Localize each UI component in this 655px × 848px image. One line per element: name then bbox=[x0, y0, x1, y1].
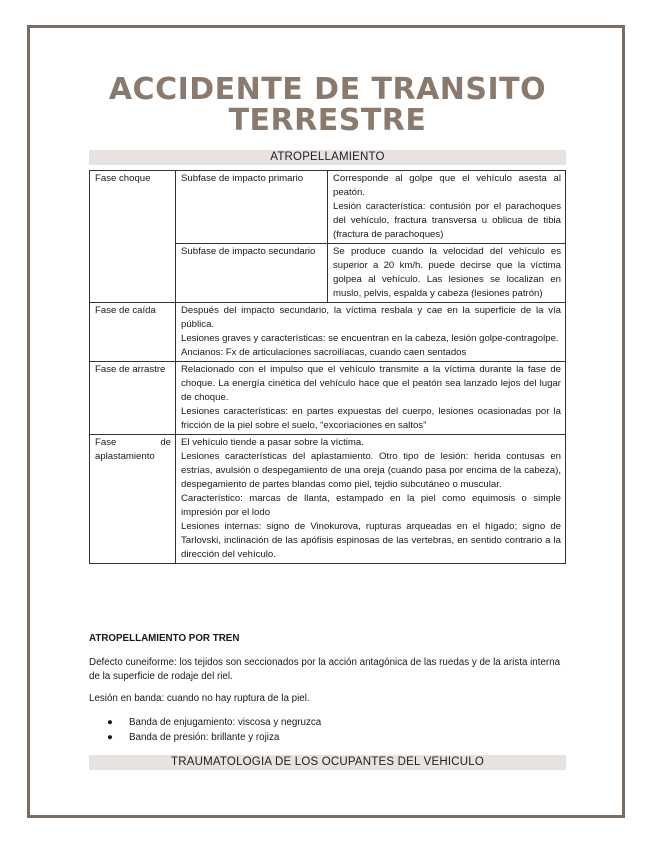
aplastamiento-p2: Lesiones características del aplastamiento. Otro tipo de lesión: herida contusas en estrías, avulsión o despegamiento de una oreja (cuando pasa por encima de la cabeza), despegamiento de partes blandas como piel, tejdio subcutáneo o muscular. bbox=[181, 451, 561, 490]
phase-label-arrastre: Fase de arrastre bbox=[90, 362, 176, 435]
section-band-atropellamiento: ATROPELLAMIENTO bbox=[89, 150, 566, 165]
bullet-dot-icon: ● bbox=[107, 732, 113, 743]
subphase-label-secundario: Subfase de impacto secundario bbox=[176, 244, 328, 303]
phase-desc-caida bbox=[176, 303, 566, 362]
phase-desc-arrastre bbox=[176, 362, 566, 435]
atropellamiento-table bbox=[89, 170, 566, 564]
arrastre-p2: Lesiones características: en partes expuestas del cuerpo, lesiones ocasionadas por la fricción de la piel sobre el suelo, “excoriaciones en saltos” bbox=[181, 406, 561, 431]
table-row bbox=[90, 362, 566, 435]
bullet-text: Banda de presión: brillante y rojiza bbox=[129, 732, 280, 743]
arrastre-p1: Relacionado con el impulso que el vehículo transmite a la víctima durante la fase de choque. La energía cinética del vehículo hace que el peatón sea lanzado lejos del lugar de choque. bbox=[181, 364, 561, 403]
aplastamiento-p3: Característico: marcas de llanta, estampado en la piel como equimosis o simple impresión por el lodo bbox=[181, 493, 561, 518]
tren-paragraph-1: Defecto cuneiforme: los tejidos son seccionados por la acción antagónica de las ruedas y de la arista interna de la superficie de rodaje del riel. bbox=[89, 657, 561, 682]
caida-p2: Lesiones graves y características: se encuentran en la cabeza, lesión golpe-contragolpe. bbox=[181, 333, 559, 344]
table-row bbox=[90, 435, 566, 564]
aplastamiento-p1: El vehículo tiende a pasar sobre la víctima. bbox=[181, 437, 364, 448]
section-band-traumatologia: TRAUMATOLOGIA DE LOS OCUPANTES DEL VEHICULO bbox=[89, 755, 566, 770]
table-row bbox=[90, 303, 566, 362]
subphase-desc-secundario: Se produce cuando la velocidad del vehículo es superior a 20 km/h. puede decirse que la víctima golpea al vehículo. Las lesiones se localizan en muslo, pelvis, espalda y cabeza (lesiones patrón) bbox=[328, 244, 566, 303]
tren-heading: ATROPELLAMIENTO POR TREN bbox=[89, 633, 240, 644]
subphase-label-primario: Subfase de impacto primario bbox=[176, 171, 328, 244]
aplastamiento-p4: Lesiones internas: signo de Vinokurova, rupturas arqueadas en el hígado; signo de Tarlovski, inclinación de las apófisis espinosas de las vertebras, en sentido contrario a la dirección del vehículo. bbox=[181, 521, 561, 560]
phase-label-aplastamiento: Fase de aplastamiento bbox=[90, 435, 176, 564]
subphase-primario-text: Corresponde al golpe que el vehículo asesta al peatón. bbox=[333, 173, 561, 198]
table-row bbox=[90, 171, 566, 244]
document-title-line2: TERRESTRE bbox=[228, 103, 427, 138]
subphase-desc-primario bbox=[328, 171, 566, 244]
document-title-line1: ACCIDENTE DE TRANSITO bbox=[108, 72, 547, 107]
phase-label-caida: Fase de caída bbox=[90, 303, 176, 362]
phase-label-choque: Fase choque bbox=[90, 171, 176, 303]
caida-p1: Después del impacto secundario, la víctima resbala y cae en la superficie de la vía pública. bbox=[181, 305, 561, 330]
list-item bbox=[107, 715, 321, 730]
tren-bullet-list bbox=[107, 715, 321, 745]
tren-paragraph-2: Lesión en banda: cuando no hay ruptura de la piel. bbox=[89, 693, 310, 704]
phase-desc-aplastamiento bbox=[176, 435, 566, 564]
list-item bbox=[107, 730, 321, 745]
bullet-dot-icon: ● bbox=[107, 717, 113, 728]
bullet-text: Banda de enjugamiento: viscosa y negruzca bbox=[129, 717, 322, 728]
caida-p3: Ancianos: Fx de articulaciones sacroilíacas, cuando caen sentados bbox=[181, 347, 467, 358]
subphase-primario-lesion: Lesión característica: contusión por el parachoques del vehículo, fractura transversa u oblicua de tibia (fractura de parachoques) bbox=[333, 201, 561, 240]
